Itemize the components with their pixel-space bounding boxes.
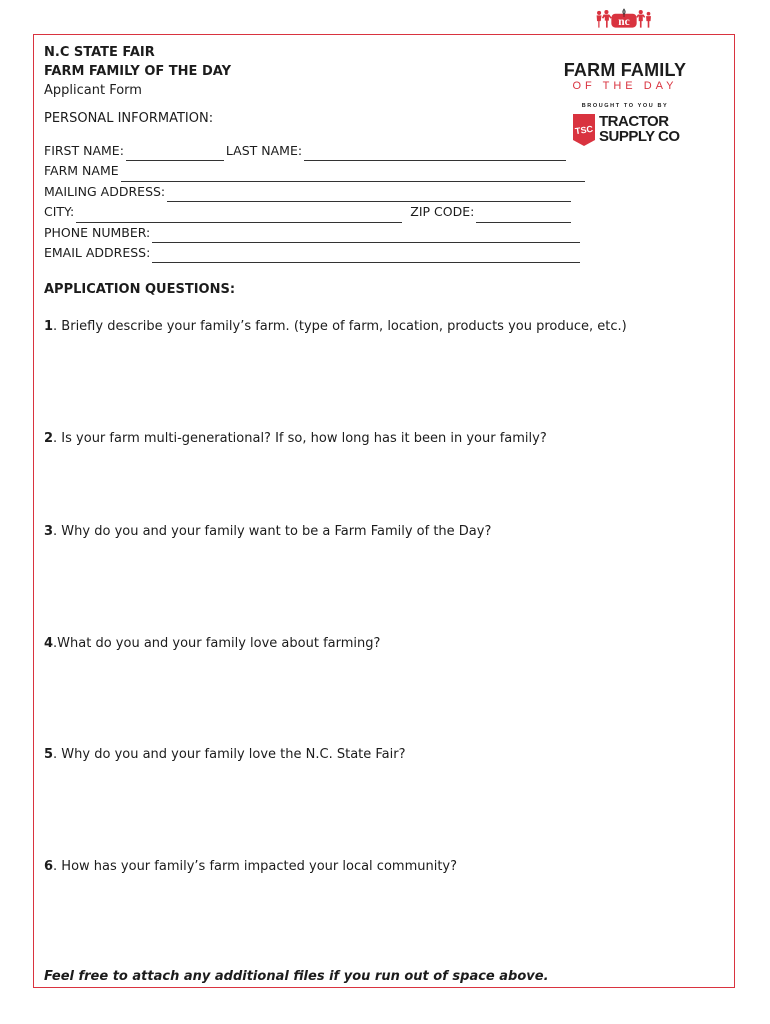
question-1 [44,319,627,334]
personal-info-fields [44,141,587,263]
application-questions-heading: APPLICATION QUESTIONS: [44,282,236,297]
personal-info-heading: PERSONAL INFORMATION: [44,111,214,126]
farm-name-label: FARM NAME [44,163,119,179]
mailing-address-label: MAILING ADDRESS: [44,183,166,199]
question-number: 3 [44,524,54,539]
question-number: 6 [44,859,54,874]
question-4 [44,636,380,651]
first-name-label: FIRST NAME: [44,142,124,158]
question-5 [44,747,406,762]
question-3 [44,524,491,539]
form-page [33,34,735,988]
question-number: 4 [44,636,54,651]
logo-subtitle: OF THE DAY [572,80,678,92]
question-text: . Why do you and your family love the N.C. State Fair? [53,747,406,762]
question-number: 2 [44,431,54,446]
city-label: CITY: [44,204,75,220]
farm-family-logo [553,8,695,66]
question-6 [44,859,457,874]
first-name-field[interactable] [126,148,224,161]
zip-field[interactable] [476,210,571,223]
mailing-address-field[interactable] [167,189,571,202]
question-number: 1 [44,319,54,334]
question-text: . How has your family’s farm impacted your local community? [53,859,458,874]
question-number: 5 [44,747,54,762]
zip-label: ZIP CODE: [410,204,475,220]
last-name-field[interactable] [304,148,566,161]
tsc-logo-mark [573,114,595,146]
question-text: .What do you and your family love about farming? [53,636,381,651]
question-text: . Why do you and your family want to be a Farm Family of the Day? [53,524,492,539]
sponsor-line-1: TRACTOR [599,113,669,130]
logo-brought-by: BROUGHT TO YOU BY [581,103,669,109]
last-name-label: LAST NAME: [225,142,303,158]
header-program-name: FARM FAMILY OF THE DAY [44,64,231,79]
email-label: EMAIL ADDRESS: [44,244,151,260]
logo-title: FARM FAMILY [563,60,687,80]
logo-badge: nc [618,16,630,29]
question-text: . Is your farm multi-generational? If so, how long has it been in your family? [53,431,547,446]
header-fair-name: N.C STATE FAIR [44,45,155,60]
sponsor-line-2: SUPPLY CO [599,128,680,145]
city-field[interactable] [76,210,402,223]
footer-note: Feel free to attach any additional files if you run out of space above. [44,969,549,984]
farm-name-field[interactable] [121,169,585,182]
email-field[interactable] [152,250,580,263]
phone-label: PHONE NUMBER: [44,224,151,240]
form-header [44,43,231,100]
question-2 [44,431,547,446]
phone-field[interactable] [152,230,580,243]
question-text: . Briefly describe your family’s farm. (type of farm, location, products you produce, etc.) [53,319,627,334]
tractor-supply-logo-text [599,114,680,144]
header-form-title: Applicant Form [44,83,142,98]
svg-text:TSC: TSC [574,123,594,137]
